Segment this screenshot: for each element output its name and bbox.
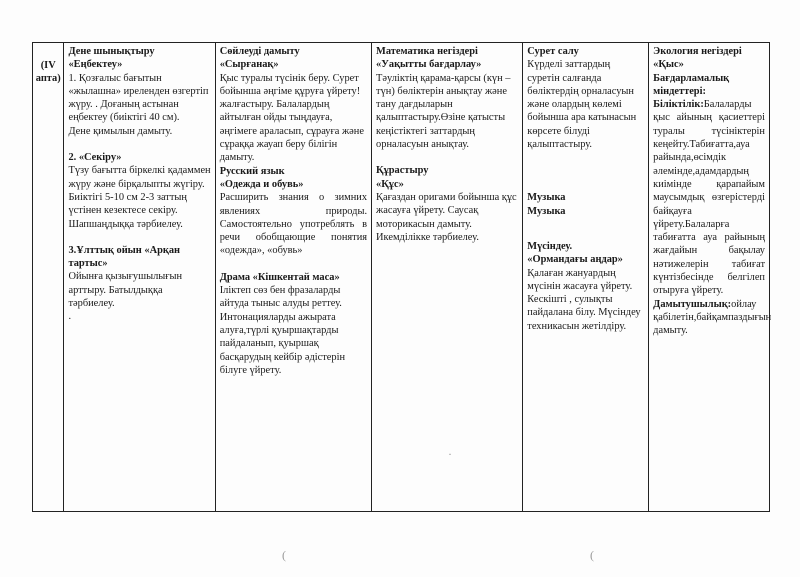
col5-education-text: Балаларды қыс айының қасиеттері туралы түсініктерін кеңейту.Табиғатта,ауа райында,өсімдік әлемінде,адамдардың киімінде қарапайым маусымдық өзгерістерді байқауға үйрету.Балаларға табиғатта ауа райының жағдайын бақылау нәтижелерін табиғат күнтізбесінде белгілеп отыруға үйрету.: [653, 99, 765, 297]
col3-construction-text: Қағаздан оригами бойынша құс жасауға үйрету. Саусақ моторикасын дамыту. Икемділікке тәрбиелеу.: [376, 191, 517, 243]
speech-development-cell: [215, 43, 371, 512]
col2-russian-title: Русский язык: [219, 165, 285, 177]
col4-title: Сурет салу: [527, 46, 579, 57]
col1-item2-title: 2. «Секіру»: [68, 152, 122, 164]
col2-drama-text: Іліктеп сөз бен фразаларды айтуда тыныс алуды реттеу. Интонацияларды ажырата алуға,түрлі қуыршақтарды пайдаланып, қуыршақ басқарудың кейбір әдістерін білуге үйрету.: [219, 285, 346, 376]
col2-drama-title: Драма «Кішкентай маса»: [219, 271, 340, 283]
col2-topic: «Сырғанақ»: [219, 59, 279, 71]
col4-modeling-title: Мүсіндеу.: [527, 240, 573, 252]
col4-music-title: Музыка: [527, 192, 566, 204]
col1-item2: Түзу бағытта біркелкі қадаммен жүру және бірқалыпты жүгіру. Биіктігі 5-10 см 2-3 заттың үстінен кезектесе секіру. Шапшаңдыққа тәрбиелеу.: [68, 165, 211, 230]
weekly-plan-table: [32, 42, 770, 512]
col5-education: [653, 98, 765, 297]
col5-development-text: ойлау қабілетін,байқампаздығын дамыту.: [653, 298, 772, 337]
col1-topic: «Еңбектеу»: [68, 59, 123, 71]
col5-title: Экология негіздері: [653, 46, 742, 57]
col3-topic: «Уақытты бағдарлау»: [376, 59, 482, 71]
col5-development-label: Дамытушылық:: [653, 298, 732, 310]
scan-speck: (: [590, 548, 594, 562]
col2-text: Қыс туралы түсінік беру. Сурет бойынша әңгіме құруға үйрету! жалғастыру. Балалардың айтылған ойды тыңдауға, әңгімеге араласып, сұрауға және сұраққа жауап беру білігін дамыту.: [219, 72, 364, 164]
col1-title: Дене шынықтыру: [68, 46, 155, 57]
col5-education-label: Біліктілік:: [653, 99, 704, 111]
ecology-cell: [649, 43, 770, 512]
week-label-cell: [33, 43, 64, 512]
col3-construction-title: Құрастыру: [376, 165, 429, 177]
table-row: [33, 43, 770, 512]
col1-item3-title: 3.Ұлттық ойын «Арқан тартыс»: [68, 244, 181, 270]
col1-tail: .: [68, 311, 72, 323]
col5-program-title: Бағдарламалық міндеттері:: [653, 72, 730, 97]
col4-music-sub: Музыка: [527, 205, 566, 217]
col2-russian-topic: «Одежда и обувь»: [219, 178, 304, 190]
drawing-cell: [523, 43, 649, 512]
col1-item1-goal: Дене қимылын дамыту.: [68, 125, 173, 137]
col1-item3: Ойынға қызығушылығын арттыру. Батылдыққа тәрбиелеу.: [68, 271, 183, 310]
mathematics-cell: [372, 43, 523, 512]
col4-text: Күрделі заттардың суретін салғанда бөліктердің орналасуын және олардың көлемі бойынша ара катынасын көрсете білуді қалыптастыру.: [527, 59, 637, 151]
scan-speck: (: [282, 548, 286, 562]
col5-development: [653, 298, 772, 338]
col1-item1: 1. Қозғалыс бағытын «жылашна» иреленден өзгертіп жүру. . Доғаның астынан еңбектеу (биіктігі 40 см).: [68, 72, 209, 124]
col5-topic: «Қыс»: [653, 59, 684, 71]
scan-speck: ·: [448, 447, 452, 461]
col2-russian-text: Расширить знания о зимних явлениях природы. Самостоятельно употреблять в речи обобщающие понятия «одежда», «обувь»: [219, 192, 368, 257]
col3-text: Тәуліктің қарама-қарсы (күн – түн) бөліктерін анықтау және тану дағдыларын қалыптастыру.Өзіне қатысты кеңістіктегі заттардың орналасуын анықтау.: [376, 72, 511, 151]
physical-education-cell: [64, 43, 215, 512]
week-label: (IV апта): [35, 60, 61, 85]
col4-modeling-topic: «Ормандағы аңдар»: [527, 254, 623, 266]
col4-modeling-text: Қалаған жануардың мүсінін жасауға үйрету. Кескішті , сулықты пайдалана білу. Мүсіндеу техникасын жетілдіру.: [527, 267, 641, 332]
col3-title: Математика негіздері: [376, 46, 478, 57]
col3-construction-topic: «Құс»: [376, 178, 404, 190]
col2-title: Сөйлеудi дамыту: [219, 46, 300, 57]
